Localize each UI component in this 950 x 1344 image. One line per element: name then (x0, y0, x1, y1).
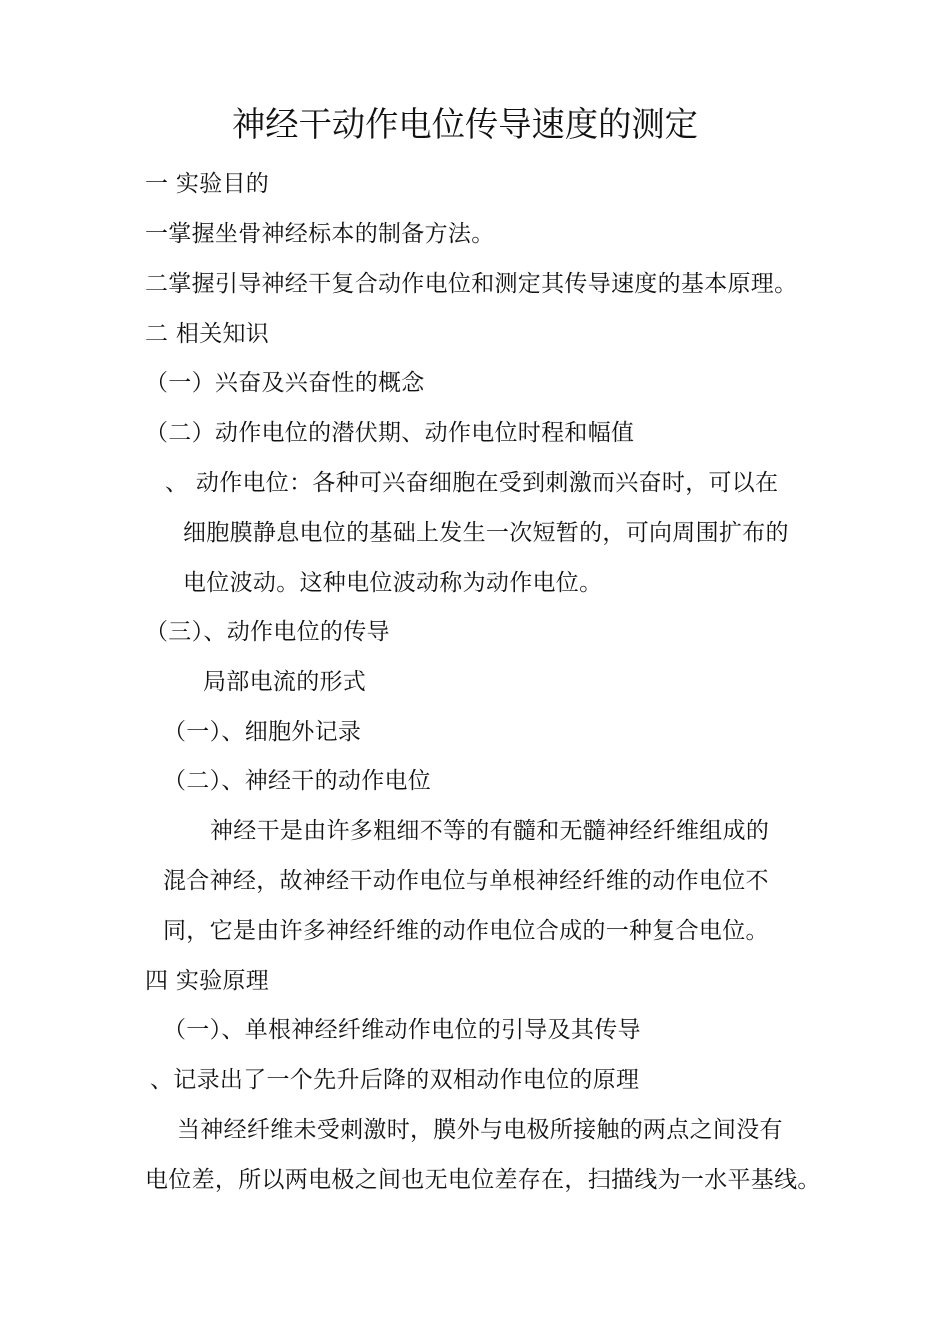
subsection-heading: （二）动作电位的潜伏期、动作电位时程和幅值 (145, 420, 635, 446)
paragraph-line: 一掌握坐骨神经标本的制备方法。 (145, 221, 495, 247)
paragraph-line: 电位差，所以两电极之间也无电位差存在，扫描线为一水平基线。 (145, 1167, 821, 1193)
subsection-heading: （二）、神经干的动作电位 (163, 768, 432, 794)
paragraph-line: 同，它是由许多神经纤维的动作电位合成的一种复合电位。 (163, 918, 769, 944)
paragraph-line: 细胞膜静息电位的基础上发生一次短暂的，可向周围扩布的 (183, 520, 789, 546)
subsection-heading: （一）兴奋及兴奋性的概念 (145, 370, 425, 396)
paragraph-line: 神经干是由许多粗细不等的有髓和无髓神经纤维组成的 (210, 818, 770, 844)
document-title: 神经干动作电位传导速度的测定 (231, 105, 698, 145)
subsection-heading: （一）、单根神经纤维动作电位的引导及其传导 (163, 1017, 641, 1043)
paragraph-line: 、 动作电位：各种可兴奋细胞在受到刺激而兴奋时，可以在 (165, 470, 779, 496)
subsection-heading: （三）、动作电位的传导 (145, 619, 390, 645)
section-heading: 一 实验目的 (145, 171, 270, 197)
paragraph-line: 、记录出了一个先升后降的双相动作电位的原理 (150, 1067, 640, 1093)
paragraph-line: 二掌握引导神经干复合动作电位和测定其传导速度的基本原理。 (145, 271, 798, 297)
section-heading: 四 实验原理 (145, 968, 270, 994)
paragraph-line: 局部电流的形式 (203, 669, 367, 695)
paragraph-line: 当神经纤维未受刺激时，膜外与电极所接触的两点之间没有 (177, 1117, 783, 1143)
paragraph-line: 电位波动。这种电位波动称为动作电位。 (183, 570, 603, 596)
subsection-heading: （一）、细胞外记录 (163, 719, 362, 745)
section-heading: 二 相关知识 (145, 321, 270, 347)
paragraph-line: 混合神经，故神经干动作电位与单根神经纤维的动作电位不 (163, 868, 769, 894)
